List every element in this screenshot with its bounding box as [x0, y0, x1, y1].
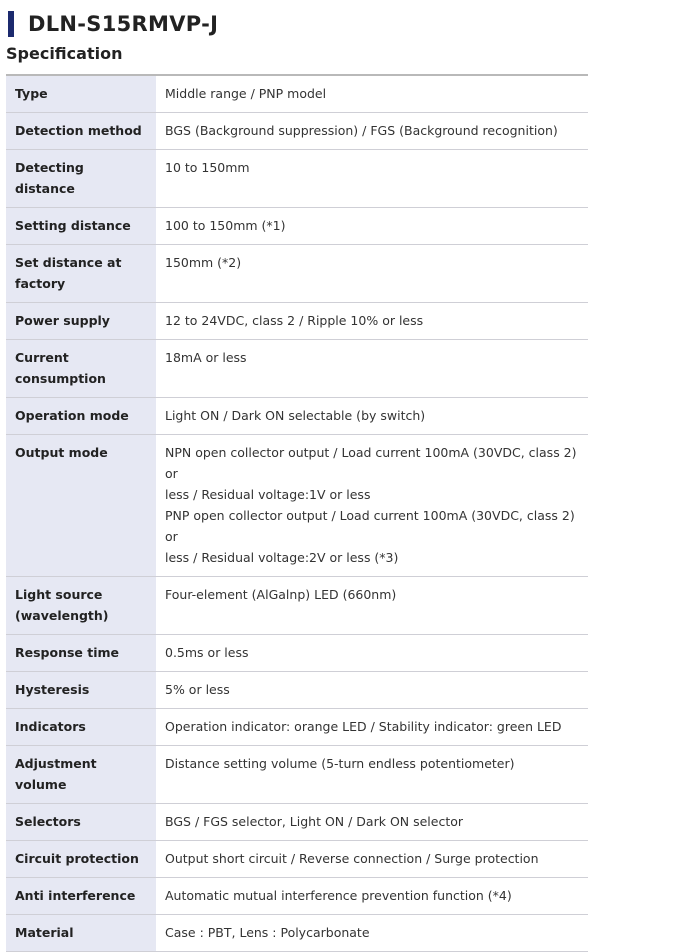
- spec-row: [6, 435, 588, 577]
- spec-row: [6, 76, 588, 113]
- spec-row: [6, 804, 588, 841]
- spec-value: Automatic mutual interference prevention function (*4): [156, 878, 588, 915]
- spec-row: [6, 672, 588, 709]
- spec-table-body: [6, 76, 588, 952]
- spec-label: Set distance at factory: [6, 245, 156, 303]
- spec-label: Output mode: [6, 435, 156, 577]
- spec-row: [6, 208, 588, 245]
- product-title: DLN-S15RMVP-J: [28, 12, 219, 36]
- spec-table: [6, 76, 588, 952]
- spec-label: Power supply: [6, 303, 156, 340]
- spec-value: 10 to 150mm: [156, 150, 588, 208]
- spec-value: 150mm (*2): [156, 245, 588, 303]
- spec-label: Type: [6, 76, 156, 113]
- spec-value: 18mA or less: [156, 340, 588, 398]
- spec-value: Four-element (AlGalnp) LED (660nm): [156, 577, 588, 635]
- spec-value: 0.5ms or less: [156, 635, 588, 672]
- spec-label: Material: [6, 915, 156, 952]
- spec-label: Response time: [6, 635, 156, 672]
- spec-row: [6, 113, 588, 150]
- spec-row: [6, 340, 588, 398]
- spec-label: Detection method: [6, 113, 156, 150]
- spec-label: Anti interference: [6, 878, 156, 915]
- spec-value: NPN open collector output / Load current 100mA (30VDC, class 2) or less / Residual voltage:1V or less PNP open collector output / Load current 100mA (30VDC, class 2) or less / Residual voltage:2V or less (*3): [156, 435, 588, 577]
- spec-row: [6, 841, 588, 878]
- spec-row: [6, 709, 588, 746]
- spec-label: Detecting distance: [6, 150, 156, 208]
- section-title: Specification: [6, 44, 123, 63]
- spec-row: [6, 878, 588, 915]
- spec-label: Operation mode: [6, 398, 156, 435]
- spec-label: Indicators: [6, 709, 156, 746]
- spec-row: [6, 577, 588, 635]
- spec-value: 12 to 24VDC, class 2 / Ripple 10% or less: [156, 303, 588, 340]
- spec-label: Current consumption: [6, 340, 156, 398]
- product-header: [8, 8, 218, 40]
- spec-value: Distance setting volume (5-turn endless potentiometer): [156, 746, 588, 804]
- spec-label: Hysteresis: [6, 672, 156, 709]
- spec-label: Selectors: [6, 804, 156, 841]
- spec-value: Operation indicator: orange LED / Stability indicator: green LED: [156, 709, 588, 746]
- spec-value: 5% or less: [156, 672, 588, 709]
- spec-value: Middle range / PNP model: [156, 76, 588, 113]
- spec-value: 100 to 150mm (*1): [156, 208, 588, 245]
- spec-label: Setting distance: [6, 208, 156, 245]
- spec-label: Adjustment volume: [6, 746, 156, 804]
- title-accent-bar: [8, 11, 14, 37]
- spec-row: [6, 635, 588, 672]
- spec-value: Light ON / Dark ON selectable (by switch): [156, 398, 588, 435]
- spec-value: BGS (Background suppression) / FGS (Background recognition): [156, 113, 588, 150]
- spec-row: [6, 245, 588, 303]
- spec-label: Circuit protection: [6, 841, 156, 878]
- spec-label: Light source (wavelength): [6, 577, 156, 635]
- spec-value: Output short circuit / Reverse connection / Surge protection: [156, 841, 588, 878]
- spec-row: [6, 303, 588, 340]
- spec-row: [6, 150, 588, 208]
- spec-row: [6, 746, 588, 804]
- spec-row: [6, 915, 588, 952]
- spec-row: [6, 398, 588, 435]
- spec-value: BGS / FGS selector, Light ON / Dark ON selector: [156, 804, 588, 841]
- spec-value: Case : PBT, Lens : Polycarbonate: [156, 915, 588, 952]
